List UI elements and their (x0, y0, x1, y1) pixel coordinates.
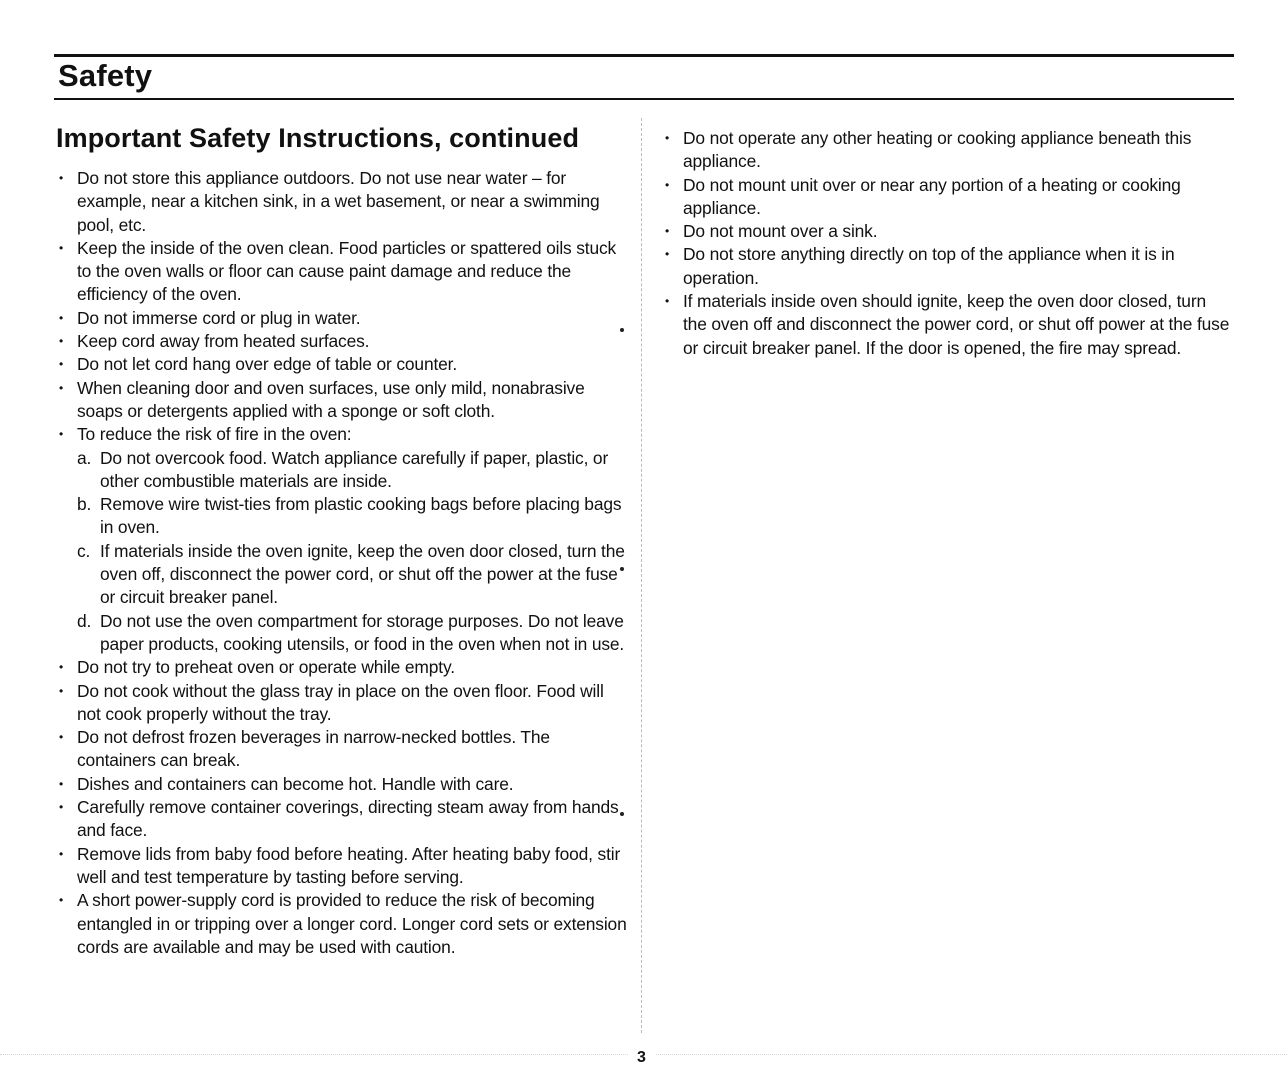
binding-hole-mark (620, 567, 624, 571)
sub-list-item (77, 447, 628, 494)
list-item-fire-risk (58, 423, 628, 656)
sub-list-item (77, 540, 628, 610)
sub-item-marker: c. (77, 540, 91, 561)
section-title: Safety (58, 58, 153, 93)
list-item: • Keep cord away from heated surfaces. (58, 330, 628, 353)
right-instructions-list (664, 127, 1234, 360)
list-item: • Do not defrost frozen beverages in narrow-necked bottles. The containers can break. (58, 726, 628, 773)
list-item: • Remove lids from baby food before heating. After heating baby food, stir well and test temperature by tasting before serving. (58, 843, 628, 890)
sub-item-marker: d. (77, 610, 92, 631)
list-item: • When cleaning door and oven surfaces, use only mild, nonabrasive soaps or detergents applied with a sponge or soft cloth. (58, 377, 628, 424)
list-item: • Do not mount over a sink. (664, 220, 1234, 243)
sub-item-marker: b. (77, 494, 92, 515)
footer-dotted-line (0, 1054, 628, 1055)
list-item: • Carefully remove container coverings, directing steam away from hands and face. (58, 796, 628, 843)
list-item: • Do not immerse cord or plug in water. (58, 307, 628, 330)
list-item: • Do not store this appliance outdoors. Do not use near water – for example, near a kitchen sink, in a wet basement, or near a swimming pool, etc. (58, 167, 628, 237)
binding-hole-mark (620, 328, 624, 332)
sub-item-text: Do not overcook food. Watch appliance carefully if paper, plastic, or other combustible materials are inside. (100, 447, 609, 491)
sub-list-item (77, 493, 628, 540)
list-item: • If materials inside oven should ignite, keep the oven door closed, turn the oven off and disconnect the power cord, or shut off power at the fuse or circuit breaker panel. If the door is opened, the fire may spread. (664, 290, 1234, 360)
top-rule (54, 54, 1234, 57)
footer-dotted-line (656, 1054, 1287, 1055)
list-item: • A short power-supply cord is provided to reduce the risk of becoming entangled in or tripping over a longer cord. Longer cord sets or extension cords are available and may be used with caution. (58, 889, 628, 959)
left-instructions-list (58, 167, 628, 959)
sub-item-text: Remove wire twist-ties from plastic cooking bags before placing bags in oven. (100, 494, 622, 538)
list-item: • Do not let cord hang over edge of table or counter. (58, 353, 628, 376)
fire-risk-sublist (77, 447, 628, 657)
list-item: • Dishes and containers can become hot. Handle with care. (58, 773, 628, 796)
list-item: • Keep the inside of the oven clean. Food particles or spattered oils stuck to the oven walls or floor can cause paint damage and reduce the efficiency of the oven. (58, 237, 628, 307)
sub-item-text: If materials inside the oven ignite, keep the oven door closed, turn the oven off, disconnect the power cord, or shut off the power at the fuse or circuit breaker panel. (100, 540, 625, 608)
list-item: • Do not store anything directly on top of the appliance when it is in operation. (664, 243, 1234, 290)
list-item-text: To reduce the risk of fire in the oven: (77, 424, 352, 445)
sub-item-text: Do not use the oven compartment for storage purposes. Do not leave paper products, cooking utensils, or food in the oven when not in use. (100, 610, 625, 654)
column-divider (641, 118, 642, 1033)
title-underline (54, 98, 1234, 100)
page-number: 3 (637, 1049, 646, 1066)
page-heading: Important Safety Instructions, continued (56, 123, 580, 153)
binding-hole-mark (620, 812, 624, 816)
sub-list-item (77, 610, 628, 657)
list-item: • Do not cook without the glass tray in place on the oven floor. Food will not cook properly without the tray. (58, 680, 628, 727)
list-item: • Do not operate any other heating or cooking appliance beneath this appliance. (664, 127, 1234, 174)
list-item: • Do not mount unit over or near any portion of a heating or cooking appliance. (664, 174, 1234, 221)
list-item: • Do not try to preheat oven or operate while empty. (58, 656, 628, 679)
sub-item-marker: a. (77, 447, 92, 468)
